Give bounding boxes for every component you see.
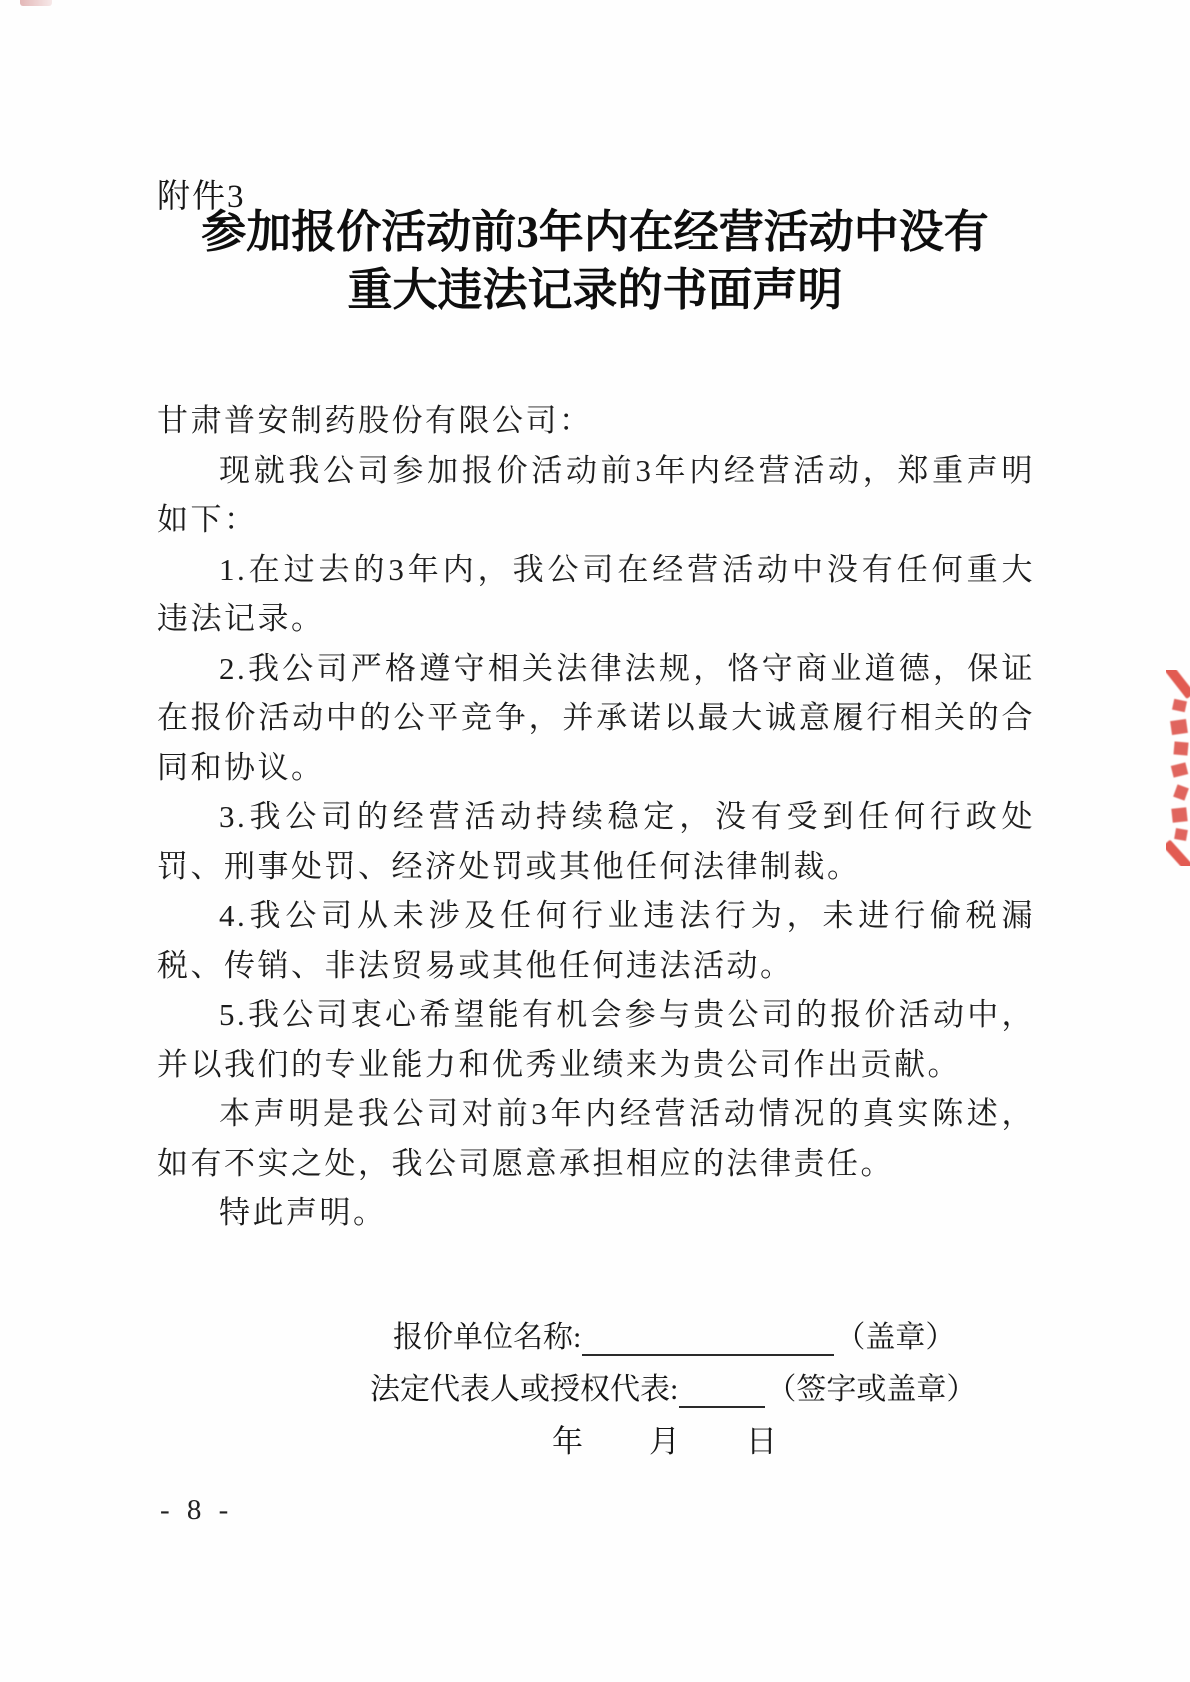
signature-unit-line <box>393 1312 955 1356</box>
signature-representative-line <box>370 1364 976 1408</box>
paragraph-intro: 现就我公司参加报价活动前3年内经营活动，郑重声明如下： <box>157 452 1035 537</box>
title-line-1: 参加报价活动前3年内在经营活动中没有 <box>201 207 989 257</box>
paragraph-item-5: 5.我公司衷心希望能有机会参与贵公司的报价活动中，并以我们的专业能力和优秀业绩来为贵公司作出贡献。 <box>157 997 1035 1082</box>
paragraph-item-3: 3.我公司的经营活动持续稳定，没有受到任何行政处罚、刑事处罚、经济处罚或其他任何法律制裁。 <box>157 799 1035 884</box>
attachment-label: 附件3 <box>157 179 246 215</box>
year-label: 年 <box>552 1424 583 1459</box>
stamp-smudge <box>20 0 52 6</box>
paragraph-item-2: 2.我公司严格遵守相关法律法规，恪守商业道德，保证在报价活动中的公平竞争，并承诺以最大诚意履行相关的合同和协议。 <box>157 650 1035 785</box>
sign-note: （签字或盖章） <box>766 1373 977 1406</box>
page-number: - 8 - <box>160 1494 234 1526</box>
paragraph-item-1: 1.在过去的3年内，我公司在经营活动中没有任何重大违法记录。 <box>157 551 1035 636</box>
date-line <box>552 1416 777 1461</box>
unit-name-label: 报价单位名称: <box>393 1321 582 1354</box>
seal-glyph-fragments-icon <box>1170 696 1190 842</box>
document-title <box>0 203 1190 319</box>
addressee: 甘肃普安制药股份有限公司： <box>157 403 593 438</box>
red-seal-fragment <box>1166 670 1190 866</box>
declaration-body <box>157 396 1035 1238</box>
unit-name-blank <box>582 1322 834 1356</box>
representative-blank <box>679 1374 765 1408</box>
seal-stroke-bottom-icon <box>1166 840 1190 866</box>
representative-label: 法定代表人或授权代表: <box>370 1373 679 1406</box>
paragraph-statement: 本声明是我公司对前3年内经营活动情况的真实陈述，如有不实之处，我公司愿意承担相应的法律责任。 <box>157 1096 1035 1181</box>
paragraph-item-4: 4.我公司从未涉及任何行业违法行为，未进行偷税漏税、传销、非法贸易或其他任何违法活动。 <box>157 898 1035 983</box>
seal-stroke-top-icon <box>1166 670 1190 699</box>
month-label: 月 <box>649 1424 680 1459</box>
day-label: 日 <box>746 1424 777 1459</box>
stamp-note: （盖章） <box>835 1321 956 1354</box>
paragraph-closing: 特此声明。 <box>219 1195 387 1230</box>
title-line-2: 重大违法记录的书面声明 <box>347 265 843 315</box>
